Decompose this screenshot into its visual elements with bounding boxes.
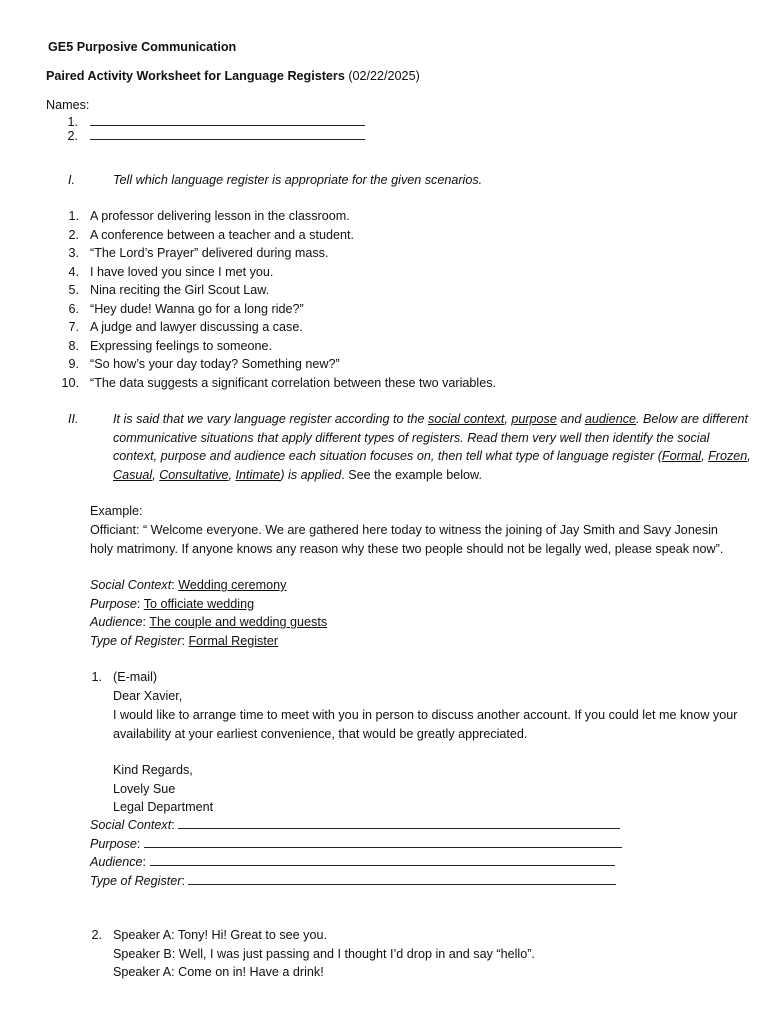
part2-instruction — [113, 410, 753, 484]
part2-numeral: II. — [68, 412, 79, 426]
list-item-number: 8. — [68, 338, 79, 353]
worksheet-title — [46, 68, 420, 84]
field-label: Type of Register — [90, 633, 182, 648]
list-item-number: 2. — [68, 227, 79, 242]
separator: , — [228, 467, 236, 482]
item1-kind: (E-mail) — [113, 670, 158, 684]
item2-line: Speaker A: Tony! Hi! Great to see you. — [113, 928, 327, 942]
field-label: Social Context — [90, 578, 172, 592]
field-value: The couple and wedding guests — [149, 615, 328, 629]
example-social-context: Social Context: Wedding ceremony — [90, 578, 287, 592]
field-label: Purpose — [90, 596, 137, 611]
register-casual: Casual — [113, 467, 153, 482]
example-type: Type of Register: Formal Register — [90, 633, 279, 648]
item1-body: I would like to arrange time to meet with you in person to discuss another account. If you could let me know your availability at your earliest convenience, that would be greatly appreciated. — [113, 708, 738, 741]
part1-numeral: I. — [68, 173, 75, 187]
list-item-text: “So how’s your day today? Something new?” — [90, 357, 340, 371]
answer-blank[interactable] — [150, 854, 615, 866]
names-label: Names: — [46, 98, 90, 112]
item1-number: 1. — [91, 670, 102, 684]
field-value: To officiate wedding — [143, 596, 255, 611]
list-item-number: 6. — [68, 301, 79, 316]
field-value: Formal Register — [188, 633, 279, 648]
list-item-text: A conference between a teacher and a student. — [90, 227, 354, 242]
item2-number: 2. — [91, 928, 102, 942]
worksheet-date: (02/22/2025) — [348, 69, 420, 83]
list-item-text: “The data suggests a significant correlation between these two variables. — [90, 375, 497, 390]
list-item-number: 10. — [61, 375, 79, 390]
register-frozen: Frozen — [708, 449, 748, 463]
field-label: Type of Register — [90, 873, 182, 888]
term-social-context: social context — [428, 412, 505, 426]
list-item-number: 5. — [68, 283, 79, 297]
list-item-number: 9. — [68, 357, 79, 371]
item1-dept: Legal Department — [113, 800, 214, 814]
instruction-text: It is said that we vary language register according to the — [113, 412, 429, 426]
separator: , — [701, 449, 709, 463]
instruction-text: . Below are different communicative situations that apply different types of registers. Read them very well then identify the social context, purpose and audience each situation focuses on, then tell what type of language register ( — [113, 412, 749, 463]
list-item-number: 7. — [68, 320, 79, 334]
register-formal: Formal — [661, 449, 702, 463]
item1-social-context-field[interactable]: Social Context: — [90, 817, 620, 833]
part1-instruction: Tell which language register is appropriate for the given scenarios. — [113, 173, 483, 187]
list-item-text: Nina reciting the Girl Scout Law. — [90, 283, 270, 297]
item2-line: Speaker B: Well, I was just passing and I thought I’d drop in and say “hello”. — [113, 946, 535, 961]
list-item-text: A professor delivering lesson in the classroom. — [90, 209, 350, 223]
separator: , — [747, 449, 751, 463]
item1-audience-field[interactable]: Audience: — [90, 854, 615, 870]
worksheet-title-text: Paired Activity Worksheet for Language Registers — [46, 69, 345, 83]
instruction-text: . See the example below. — [341, 467, 482, 482]
field-label: Purpose — [90, 836, 137, 851]
example-label: Example: — [90, 504, 143, 518]
field-value: Wedding ceremony — [178, 578, 287, 592]
example-officiant: Officiant: “ Welcome everyone. We are gathered here today to witness the joining of Jay Smith and Savy Jonesin holy matrimony. If anyone knows any reason why these two people should not be legally wed, please speak now”. — [90, 523, 724, 556]
course-title: GE5 Purposive Communication — [48, 40, 237, 54]
answer-blank[interactable] — [178, 817, 620, 829]
list-item-text: A judge and lawyer discussing a case. — [90, 320, 303, 334]
list-item-number: 4. — [68, 264, 79, 279]
item1-sender: Lovely Sue — [113, 781, 176, 796]
term-purpose: purpose — [511, 412, 557, 426]
instruction-text: ) is applied — [280, 467, 342, 482]
separator: , — [504, 412, 512, 426]
item1-greeting: Dear Xavier, — [113, 688, 183, 703]
register-consultative: Consultative — [159, 467, 229, 482]
answer-blank[interactable] — [144, 836, 622, 848]
item1-type-field[interactable]: Type of Register: — [90, 873, 616, 889]
field-label: Audience — [90, 615, 143, 629]
list-item-number: 3. — [68, 246, 79, 260]
name-number-2: 2. — [67, 129, 78, 143]
name-blank-2[interactable] — [90, 128, 365, 144]
list-item-text: “The Lord’s Prayer” delivered during mass. — [90, 246, 329, 260]
item1-purpose-field[interactable]: Purpose: — [90, 836, 622, 852]
name-number-1: 1. — [67, 115, 78, 129]
separator: and — [556, 412, 585, 426]
field-label: Audience — [90, 855, 143, 869]
item1-closing: Kind Regards, — [113, 763, 193, 777]
list-item-number: 1. — [68, 209, 79, 223]
example-purpose: Purpose: To officiate wedding — [90, 596, 255, 611]
list-item-text: I have loved you since I met you. — [90, 264, 274, 279]
example-audience: Audience: The couple and wedding guests — [90, 615, 328, 629]
register-intimate: Intimate — [235, 467, 281, 482]
field-label: Social Context — [90, 818, 172, 832]
separator: , — [152, 467, 160, 482]
item2-line: Speaker A: Come on in! Have a drink! — [113, 965, 324, 979]
list-item-text: “Hey dude! Wanna go for a long ride?” — [90, 301, 304, 316]
answer-blank[interactable] — [188, 873, 616, 885]
term-audience: audience — [584, 412, 636, 426]
list-item-text: Expressing feelings to someone. — [90, 338, 273, 353]
